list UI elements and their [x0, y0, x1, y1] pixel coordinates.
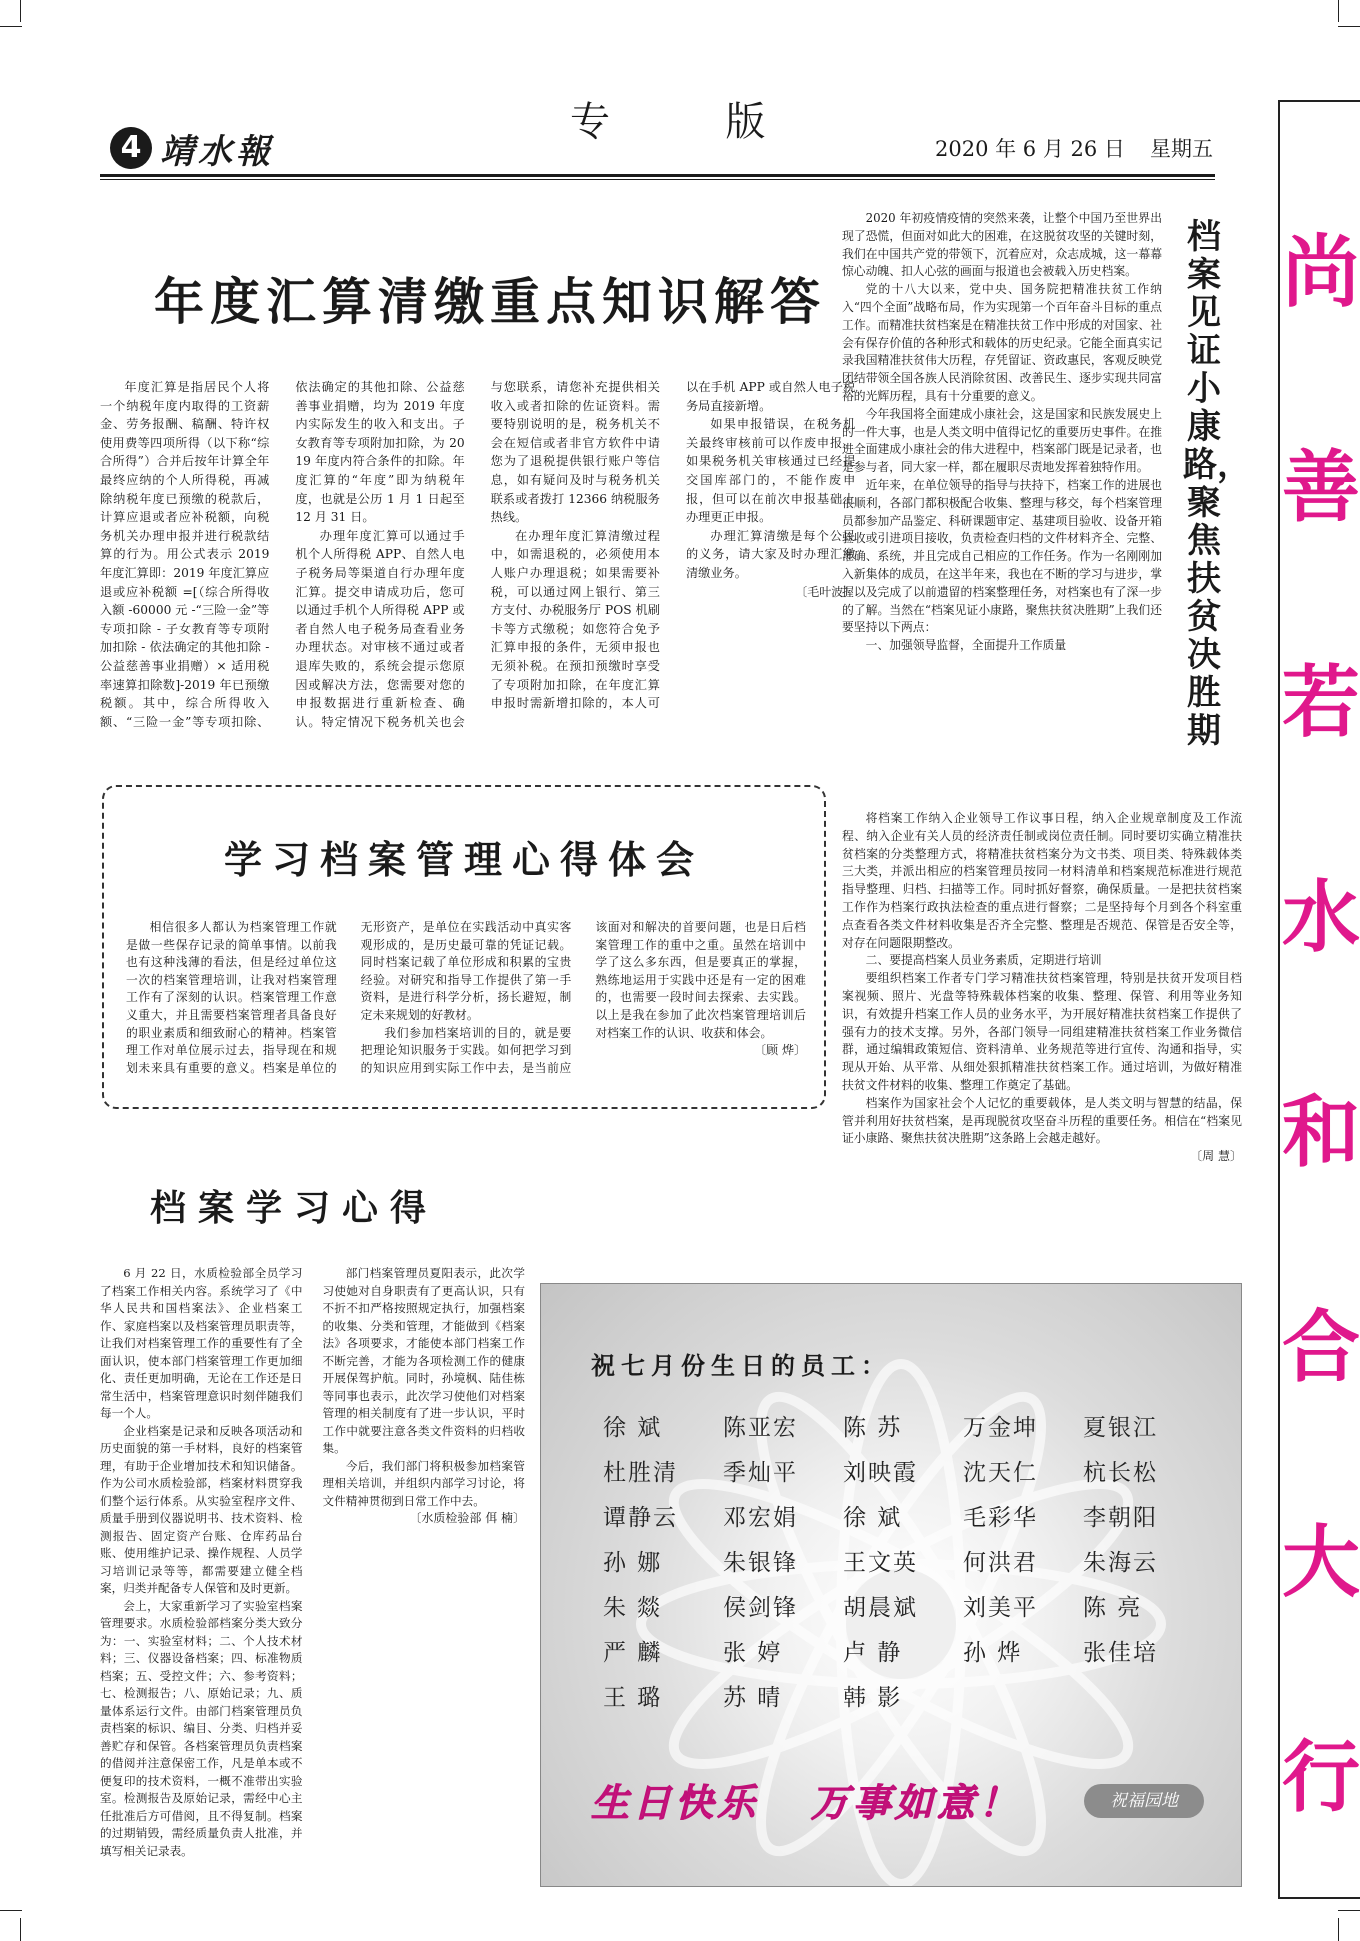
issue-date: 2020 年 6 月 26 日 [935, 137, 1125, 161]
birthday-title: 祝七月份生日的员工： [591, 1351, 891, 1380]
paragraph: 年度汇算是指居民个人将一个纳税年度内取得的工资薪金、劳务报酬、稿酬、特许权使用费等四项所得（以下称“综合所得”）合并后按年计算全年最终应纳的个人所得税，再减除纳税年度已预缴的税款后，计算应退或者应补税额，向税务机关办理申报并进行税款结算的行为。用公式表示 2019 年度汇算即：2019 年度汇算应退或应补税额 =[（综合所得收入额 -60000 元 -“三险一金”等专项扣除 - 子女教育等专项附加扣除 - 依法确定的其他扣除 - 公益慈善事业捐赠）× 适用税率速算扣除数]-2019 年已预缴税额。其中，综合所得收入额、“三险一金”等专项扣除、依法确定的其他扣除、公益慈善事业捐赠，均为 2019 年度内实际发生的收入和支出。子女教育等专项附加扣除，为 2019 年度内符合条件的扣除。年度汇算的“年度”即为纳税年度，也就是公历 1 月 1 日起至 12 月 31 日。 [100, 380, 465, 729]
article-archive-box [102, 785, 826, 1109]
name: 卢 静 [843, 1640, 903, 1666]
name: 万金坤 [963, 1415, 1038, 1441]
paragraph: 党的十八大以来，党中央、国务院把精准扶贫工作纳入“四个全面”战略布局，作为实现第一个百年奋斗目标的重点工作。而精准扶贫档案是在精准扶贫工作中形成的对国家、社会有保存价值的各种形式和载体的历史纪录。它能全面真实记录我国精准扶贫伟大历程，存凭留证、资政惠民，客观反映党团结带领全国各族人民消除贫困、改善民生、逐步实现共同富裕的光辉历程，具有十分重要的意义。 [842, 282, 1162, 403]
name: 韩 影 [843, 1685, 903, 1711]
page-number-badge [110, 127, 152, 169]
issue-weekday: 星期五 [1150, 137, 1213, 161]
name: 徐 斌 [603, 1415, 663, 1441]
name: 季灿平 [723, 1460, 798, 1486]
paragraph: 部门档案管理员夏阳表示，此次学习使她对自身职责有了更高认识，只有不折不扣严格按照规定执行，加强档案的收集、分类和管理，才能做到《档案法》各项要求，才能使本部门档案工作不断完善，才能为各项检测工作的健康开展保驾护航。同时，孙境枫、陆佳栋等同事也表示，此次学习使他们对档案管理的相关制度有了进一步认识，平时工作中就要注意各类文件资料的归档收集。 [322, 1266, 525, 1455]
name: 侯剑锋 [723, 1595, 798, 1621]
article-title: 年度汇算清缴重点知识解答 [154, 272, 826, 331]
banner-char: 和 [1281, 1088, 1360, 1178]
paragraph: 在办理年度汇算清缴过程中，如需退税的，必须使用本人账户办理退税；如果需要补税，可以通过网上银行、第三方支付、办税服务厅 POS 机刷卡等方式缴税；如您符合免予汇算申报的条件，无须申报也无须补税。在预扣预缴时享受了专项附加扣除，在年度汇算申报时需新增扣除的，本人可以在手机 APP 或自然人电子税务局直接新增。 [490, 380, 856, 711]
name: 杜胜清 [603, 1460, 678, 1486]
paragraph: 要组织档案工作者专门学习精准扶贫档案管理，特别是扶贫开发项目档案视频、照片、光盘等特殊载体档案的收集、整理、保管、利用等业务知识，有效提升档案工作人员的业务水平，为开展好精准扶贫档案工作提供了强有力的技术支撑。另外，各部门领导一同组建精准扶贫档案工作业务微信群，通过编辑政策短信、资料清单、业务规范等进行宣传、沟通和指导，实现从开始、从平常、从细处狠抓精准扶贫档案工作。通过培训，为做好精准扶贫文件材料的收集、整理工作奠定了基础。 [842, 971, 1242, 1092]
name: 张 婷 [723, 1640, 783, 1666]
name: 朱银锋 [723, 1550, 798, 1576]
name: 朱海云 [1083, 1550, 1158, 1576]
name: 陈 苏 [843, 1415, 903, 1441]
author: 〔周 慧〕 [1190, 1149, 1242, 1164]
name: 徐 斌 [843, 1505, 903, 1531]
paragraph: 相信很多人都认为档案管理工作就是做一些保存记录的简单事情。以前我也有这种浅薄的看法，但是经过单位这一次的档案管理培训，让我对档案管理工作有了深刻的认识。档案管理工作意义重大，并且需要档案管理者具备良好的职业素质和细致耐心的精神。档案管理工作对单位展示过去，指导现在和规划未来具有重要的意义。档案是单位的无形资产，是单位在实践活动中真实客观形成的，是历史最可靠的凭证记载。同时档案记载了单位形成和积累的宝贵经验。对研究和指导工作提供了第一手资料，是进行科学分析，扬长避短，制定未来规划的好教材。 [126, 920, 572, 1075]
banner-char: 大 [1281, 1518, 1360, 1608]
side-banner-text [1280, 210, 1360, 1930]
paragraph: 将档案工作纳入企业领导工作议事日程，纳入企业规章制度及工作流程、纳入企业有关人员的经济责任制或岗位责任制。同时要切实确立精准扶贫档案的分类整理方式，将精准扶贫档案分为文书类、项目类、特殊载体类三大类，并派出相应的档案管理员按同一材料清单和档案规范标准进行规范指导整理、归档、扫描等工作。同时抓好督察，确保质量。一是把扶贫档案工作作为档案行政执法检查的重点进行督察；二是坚持每个月到各个科室重点查看各类文件材料收集是否齐全完整、整理是否规范、保管是否安全等，对存在问题限期整改。 [842, 811, 1242, 950]
birthday-greeting: 生日快乐 万事如意！ [591, 1781, 1021, 1825]
name: 陈亚宏 [723, 1415, 798, 1441]
side-banner [1278, 100, 1360, 1899]
name: 李朝阳 [1083, 1505, 1158, 1531]
name: 夏银江 [1083, 1415, 1158, 1441]
name: 邓宏娟 [723, 1505, 798, 1531]
blessing-stamp-text: 祝福园地 [1110, 1791, 1178, 1811]
name: 朱 燚 [603, 1595, 663, 1621]
article-body [100, 378, 856, 748]
paragraph: 二、要提高档案人员业务素质，定期进行培训 [865, 953, 1102, 968]
article-title: 学习档案管理心得体会 [223, 837, 704, 882]
name: 刘映霞 [843, 1460, 918, 1486]
author: 〔顾 烨〕 [754, 1043, 806, 1058]
name: 张佳培 [1083, 1640, 1158, 1666]
name: 杭长松 [1083, 1460, 1158, 1486]
header-rule [100, 174, 1215, 177]
article-body [126, 919, 806, 1089]
name: 孙 娜 [603, 1550, 663, 1576]
blessing-stamp [1084, 1784, 1204, 1818]
name: 刘美平 [963, 1595, 1038, 1621]
paragraph: 档案作为国家社会个人记忆的重要载体，是人类文明与智慧的结晶，保管并利用好扶贫档案，是再现脱贫攻坚奋斗历程的重要任务。相信在“档案见证小康路、聚焦扶贫决胜期”这条路上会越走越好。 [842, 1095, 1242, 1146]
name: 王 璐 [603, 1685, 663, 1711]
birthday-box [540, 1283, 1242, 1887]
banner-char: 行 [1281, 1733, 1360, 1823]
name: 胡晨斌 [843, 1595, 918, 1621]
article-title-text: 档案见证小康路，聚焦扶贫决胜期 [1183, 217, 1251, 751]
article-title [1183, 217, 1251, 751]
paragraph: 近年来，在单位领导的指导与扶持下，档案工作的进展也很顺利，各部门都积极配合收集、整理与移交，每个档案管理员都参加产品鉴定、科研课题审定、基建项目验收、设备开箱验收或引进项目接收，负责检查归档的文件材料齐全、完整、准确、系统，并且完成自己相应的工作任务。作为一名刚刚加入新集体的成员，在这半年来，我也在不断的学习与进步，掌握以及完成了以前遗留的档案整理任务，对档案也有了深一步的了解。当然在“档案见证小康路，聚焦扶贫决胜期”上我们还要坚持以下两点： [842, 477, 1162, 635]
paragraph: 2020 年初疫情疫情的突然来袭，让整个中国乃至世界出现了恐慌，但面对如此大的困难，在这脱贫攻坚的关键时刻，我们在中国共产党的带领下，沉着应对，众志成城，这一幕幕惊心动魄、扣人心弦的画面与报道也会被载入历史档案。 [842, 211, 1162, 279]
page-number: 4 [120, 130, 142, 165]
paragraph: 今后，我们部门将积极参加档案管理相关培训，并组织内部学习讨论，将文件精神贯彻到日常工作中去。 [322, 1458, 525, 1508]
author: 〔水质检验部 佴 楠〕 [409, 1511, 525, 1525]
banner-char: 善 [1281, 443, 1360, 533]
name: 沈天仁 [963, 1460, 1038, 1486]
banner-char: 合 [1281, 1303, 1360, 1393]
article-body-wide [842, 810, 1242, 1166]
article-body [842, 210, 1162, 655]
name: 王文英 [843, 1550, 918, 1576]
article-body [100, 1265, 525, 1875]
newspaper-name: 靖水報 [160, 132, 274, 172]
section-title: 专 版 [570, 99, 796, 145]
paragraph: 一、加强领导监督，全面提升工作质量 [865, 638, 1067, 653]
name: 毛彩华 [963, 1505, 1038, 1531]
paragraph: 办理汇算清缴是每个公民的义务，请大家及时办理汇缴清缴业务。 [685, 528, 856, 580]
article-title: 档案学习心得 [150, 1187, 439, 1229]
name: 苏 晴 [723, 1685, 783, 1711]
author: 〔毛叶波〕 [795, 584, 856, 599]
name: 何洪君 [963, 1550, 1038, 1576]
paragraph: 我们参加档案培训的目的，就是要把理论知识服务于实践。如何把学习到的知识应用到实际工作中去，是当前应该面对和解决的首要问题，也是日后档案管理工作的重中之重。虽然在培训中学了这么多东西，但是要真正的掌握，熟练地运用于实践中还是有一定的困难的，也需要一段时间去探索、去实践。以上是我在参加了此次档案管理培训后对档案工作的认识、收获和体会。 [360, 920, 806, 1075]
paragraph: 今年我国将全面建成小康社会，这是国家和民族发展史上的一件大事，也是人类文明中值得记忆的重要历史事件。在推进全面建成小康社会的伟大进程中，档案部门既是记录者，也是参与者，同大家一样，都在履职尽责地发挥着独特作用。 [842, 406, 1162, 475]
paragraph: 会上，大家重新学习了实验室档案管理要求。水质检验部档案分类大致分为：一、实验室材料；二、个人技术材料；三、仪器设备档案；四、标准物质档案；五、受控文件；六、参考资料；七、检测报告；八、原始记录；九、质量体系运行文件。由部门档案管理员负责档案的标识、编目、分类、归档并妥善贮存和保管。各档案管理员负责档案的借阅并注意保密工作，凡是单本或不便复印的技术资料，一概不准带出实验室。检测报告及原始记录，需经中心主任批准后方可借阅，且不得复制。档案的过期销毁，需经质量负责人批准，并填写相关记录表。 [100, 1598, 303, 1858]
banner-char: 若 [1281, 658, 1360, 748]
name: 孙 烨 [963, 1640, 1023, 1666]
banner-char: 水 [1281, 873, 1360, 963]
name: 谭静云 [603, 1505, 678, 1531]
paragraph: 企业档案是记录和反映各项活动和历史面貌的第一手材料，良好的档案管理，有助于企业增加技术和知识储备。作为公司水质检验部，档案材料贯穿我们整个运行体系。从实验室程序文件、质量手册到仪器说明书、技术资料、检测报告、固定资产台账、仓库药品台账、使用维护记录、操作规程、人员学习培训记录等等，都需要建立健全档案，归类并配备专人保管和及时更新。 [100, 1423, 303, 1595]
header-rule-thin [100, 179, 1215, 180]
paragraph: 6 月 22 日，水质检验部全员学习了档案工作相关内容。系统学习了《中华人民共和国档案法》、企业档案工作、家庭档案以及档案管理员职责等，让我们对档案管理工作的重要性有了全面认识，使本部门档案管理工作更加细化、责任更加明确，无论在工作还是日常生活中，档案管理意识时刻伴随我们每一个人。 [100, 1266, 303, 1420]
name: 陈 亮 [1083, 1595, 1143, 1621]
paragraph: 如果申报错误，在税务机关最终审核前可以作废申报。如果税务机关审核通过已经提交国库部门的，不能作废申报，但可以在前次申报基础上办理更正申报。 [685, 417, 856, 525]
name: 严 麟 [603, 1640, 663, 1666]
paragraph: 办理年度汇算可以通过手机个人所得税 APP、自然人电子税务局等渠道自行办理年度汇算。提交申请成功后，您可以通过手机个人所得税 APP 或者自然人电子税务局查看业务办理状态。对审核不通过或者退库失败的，系统会提示您原因或解决方法，您需要对您的申报数据进行重新检查、确认。特定情况下税务机关也会与您联系，请您补充提供相关收入或者扣除的佐证资料。需要特别说明的是，税务机关不会在短信或者非官方软件中请您为了退税提供银行账户等信息，如有疑问及时与税务机关联系或者拨打 12366 纳税服务热线。 [295, 380, 660, 729]
banner-char: 尚 [1281, 228, 1360, 318]
